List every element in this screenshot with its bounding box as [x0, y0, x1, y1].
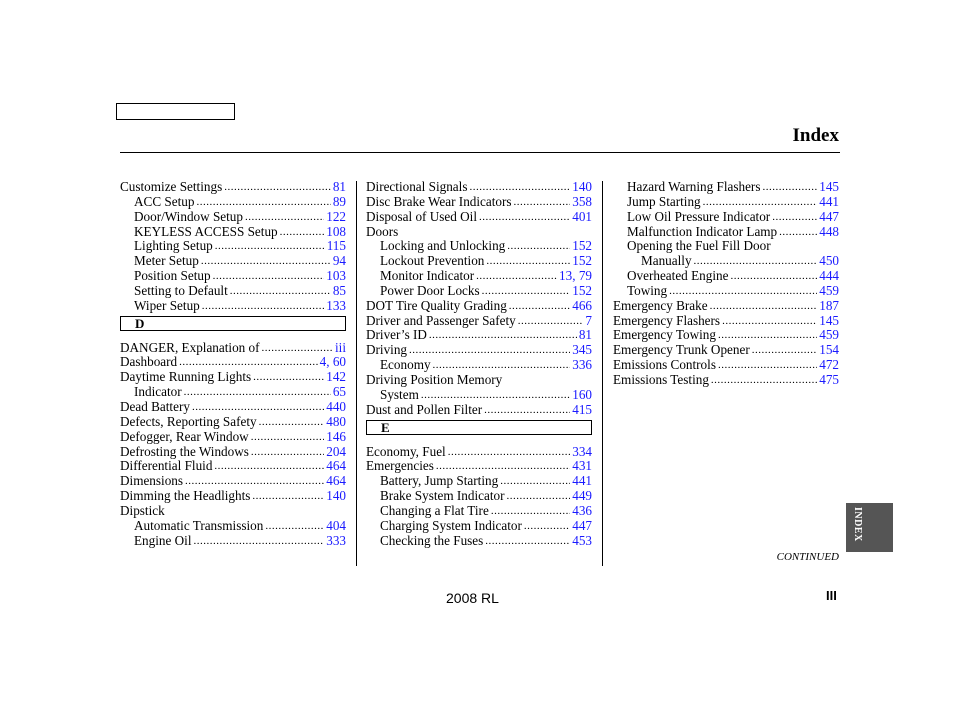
index-entry[interactable] — [366, 314, 592, 329]
page-reference-link[interactable]: 103 — [326, 268, 346, 284]
page-reference-link[interactable]: 108 — [326, 223, 346, 239]
page-reference-link[interactable]: 466 — [572, 297, 592, 313]
page-reference-link[interactable]: 160 — [572, 386, 592, 402]
entry-label: Lockout Prevention — [380, 253, 485, 269]
leader-dots — [518, 314, 584, 329]
leader-dots — [710, 299, 818, 314]
leader-dots — [476, 269, 557, 284]
leader-dots — [711, 373, 817, 388]
leader-dots — [730, 269, 817, 284]
page-reference-link[interactable]: 81 — [578, 327, 592, 343]
page-reference-link[interactable]: 115 — [326, 238, 346, 254]
index-entry[interactable] — [120, 400, 346, 415]
title-rule — [120, 152, 840, 153]
column-divider — [356, 181, 357, 566]
index-entry[interactable] — [366, 459, 592, 474]
index-entry[interactable] — [120, 254, 346, 269]
index-entry[interactable] — [366, 180, 592, 195]
entry-label: Daytime Running Lights — [120, 369, 252, 385]
entry-label: Opening the Fuel Fill Door — [627, 238, 771, 254]
entry-label: Setting to Default — [134, 282, 228, 298]
page-reference-link[interactable]: 154 — [819, 342, 839, 358]
entry-label: Emergency Towing — [613, 327, 716, 343]
entry-label: KEYLESS ACCESS Setup — [134, 223, 278, 239]
page-reference-link[interactable]: 447 — [572, 517, 592, 533]
entry-label: Brake System Indicator — [380, 488, 505, 504]
page-reference-link[interactable]: 459 — [819, 327, 839, 343]
leader-dots — [491, 504, 570, 519]
leader-dots — [479, 210, 570, 225]
entry-label: Emissions Testing — [613, 371, 709, 387]
index-entry[interactable] — [366, 388, 592, 403]
leader-dots — [485, 534, 570, 549]
leader-dots — [694, 254, 818, 269]
page-reference-link[interactable]: 140 — [572, 179, 592, 194]
page-reference-link[interactable]: 345 — [572, 342, 592, 358]
index-entry[interactable] — [120, 445, 346, 460]
leader-dots — [202, 299, 324, 314]
leader-dots — [245, 210, 324, 225]
leader-dots — [429, 328, 577, 343]
index-entry[interactable] — [366, 195, 592, 210]
entry-label: Dimming the Headlights — [120, 488, 251, 504]
page-reference-link[interactable]: 89 — [332, 193, 346, 209]
leader-dots — [230, 284, 331, 299]
index-entry[interactable] — [366, 534, 592, 549]
index-entry — [366, 373, 592, 388]
leader-dots — [448, 445, 570, 460]
entry-label: Automatic Transmission — [134, 517, 264, 533]
leader-dots — [484, 403, 570, 418]
entry-label: Defrosting the Windows — [120, 443, 249, 459]
index-entry[interactable] — [366, 403, 592, 418]
leader-dots — [184, 385, 331, 400]
entry-label: Engine Oil — [134, 532, 192, 548]
page-reference-link[interactable]: iii — [335, 339, 346, 355]
index-entry[interactable] — [366, 474, 592, 489]
entry-label: Emergency Trunk Opener — [613, 342, 750, 358]
leader-dots — [718, 358, 817, 373]
entry-label: Towing — [627, 282, 668, 298]
index-entry[interactable] — [366, 210, 592, 225]
entry-label: Driving Position Memory — [366, 371, 503, 387]
leader-dots — [469, 180, 570, 195]
index-entry[interactable] — [613, 328, 839, 343]
leader-dots — [722, 314, 817, 329]
entry-label: Battery, Jump Starting — [380, 473, 499, 489]
continued-note: CONTINUED — [776, 551, 839, 563]
entry-label: Checking the Fuses — [380, 532, 484, 548]
index-entry[interactable] — [366, 504, 592, 519]
page-reference-link[interactable]: 142 — [326, 369, 346, 385]
index-entry[interactable] — [120, 225, 346, 240]
leader-dots — [253, 370, 324, 385]
index-entry[interactable] — [120, 385, 346, 400]
index-entry[interactable] — [366, 489, 592, 504]
page-reference-link[interactable]: 459 — [819, 282, 839, 298]
index-entry[interactable] — [120, 284, 346, 299]
entry-label: Indicator — [134, 384, 182, 400]
page-reference-link[interactable]: 13, 79 — [559, 268, 592, 284]
page-reference-link[interactable]: 187 — [819, 297, 839, 313]
leader-dots — [718, 328, 817, 343]
entry-label: Power Door Locks — [380, 282, 480, 298]
leader-dots — [762, 180, 817, 195]
leader-dots — [482, 284, 571, 299]
leader-dots — [265, 519, 324, 534]
section-header-e: E — [366, 420, 592, 435]
entry-label: Driver and Passenger Safety — [366, 312, 516, 328]
leader-dots — [433, 358, 571, 373]
leader-dots — [500, 474, 570, 489]
index-column-2 — [366, 180, 592, 548]
page-reference-link[interactable]: 448 — [819, 223, 839, 239]
header-box — [116, 103, 235, 120]
page-reference-link[interactable]: 152 — [572, 282, 592, 298]
index-entry[interactable] — [613, 180, 839, 195]
page-reference-link[interactable]: 404 — [326, 517, 346, 533]
index-entry[interactable] — [120, 415, 346, 430]
entry-label: Customize Settings — [120, 179, 223, 194]
entry-label: Changing a Flat Tire — [380, 502, 489, 518]
leader-dots — [259, 415, 325, 430]
page-reference-link[interactable]: 81 — [332, 179, 346, 194]
entry-label: Driver’s ID — [366, 327, 427, 343]
page-reference-link[interactable]: 472 — [819, 357, 839, 373]
page-reference-link[interactable]: 480 — [326, 413, 346, 429]
index-entry[interactable] — [120, 210, 346, 225]
leader-dots — [421, 388, 570, 403]
page-reference-link[interactable]: 436 — [572, 502, 592, 518]
index-entry[interactable] — [613, 299, 839, 314]
page-reference-link[interactable]: 7 — [585, 312, 592, 328]
page-reference-link[interactable]: 204 — [326, 443, 346, 459]
index-entry[interactable] — [120, 299, 346, 314]
entry-label: Locking and Unlocking — [380, 238, 506, 254]
leader-dots — [262, 341, 333, 356]
leader-dots — [215, 239, 325, 254]
page-reference-link[interactable]: 449 — [572, 488, 592, 504]
page-number: III — [826, 588, 837, 603]
page-reference-link[interactable]: 444 — [819, 268, 839, 284]
index-entry[interactable] — [120, 355, 346, 370]
page-reference-link[interactable]: 334 — [572, 443, 592, 459]
index-entry[interactable] — [613, 373, 839, 388]
entry-label: System — [380, 386, 419, 402]
page-reference-link[interactable]: 146 — [326, 428, 346, 444]
index-entry[interactable] — [120, 239, 346, 254]
entry-label: Meter Setup — [134, 253, 199, 269]
entry-label: Directional Signals — [366, 179, 468, 194]
entry-label: Defects, Reporting Safety — [120, 413, 257, 429]
entry-label: Emergencies — [366, 458, 434, 474]
page-reference-link[interactable]: 475 — [819, 371, 839, 387]
page-reference-link[interactable]: 440 — [326, 398, 346, 414]
leader-dots — [669, 284, 817, 299]
index-entry[interactable] — [120, 534, 346, 549]
page-reference-link[interactable]: 145 — [819, 312, 839, 328]
entry-label: DOT Tire Quality Grading — [366, 297, 507, 313]
leader-dots — [201, 254, 331, 269]
index-column-3 — [613, 180, 839, 388]
page-reference-link[interactable]: 401 — [572, 208, 592, 224]
leader-dots — [192, 400, 324, 415]
page-reference-link[interactable]: 94 — [332, 253, 346, 269]
page-reference-link[interactable]: 85 — [332, 282, 346, 298]
index-entry[interactable] — [120, 195, 346, 210]
entry-label: Manually — [641, 253, 692, 269]
page-reference-link[interactable]: 450 — [819, 253, 839, 269]
entry-label: Defogger, Rear Window — [120, 428, 249, 444]
entry-label: Wiper Setup — [134, 297, 200, 313]
entry-label: Economy — [380, 357, 431, 373]
index-entry[interactable] — [120, 180, 346, 195]
page-reference-link[interactable]: 145 — [819, 179, 839, 194]
index-entry[interactable] — [120, 341, 346, 356]
leader-dots — [214, 459, 324, 474]
entry-label: Charging System Indicator — [380, 517, 522, 533]
page-reference-link[interactable]: 441 — [572, 473, 592, 489]
side-tab-label: INDEX — [852, 507, 863, 542]
page-reference-link[interactable]: 333 — [326, 532, 346, 548]
index-entry[interactable] — [366, 445, 592, 460]
entry-label: Malfunction Indicator Lamp — [627, 223, 778, 239]
entry-label: Position Setup — [134, 268, 211, 284]
leader-dots — [194, 534, 325, 549]
index-entry[interactable] — [366, 343, 592, 358]
page-reference-link[interactable]: 65 — [332, 384, 346, 400]
entry-label: Dashboard — [120, 354, 178, 370]
index-entry[interactable] — [120, 430, 346, 445]
leader-dots — [224, 180, 331, 195]
page-reference-link[interactable]: 453 — [572, 532, 592, 548]
leader-dots — [179, 355, 317, 370]
leader-dots — [772, 210, 817, 225]
leader-dots — [779, 225, 817, 240]
leader-dots — [509, 299, 570, 314]
index-entry[interactable] — [366, 269, 592, 284]
index-entry[interactable] — [366, 519, 592, 534]
index-entry[interactable] — [120, 519, 346, 534]
entry-label: Emergency Flashers — [613, 312, 721, 328]
index-entry[interactable] — [366, 284, 592, 299]
index-entry[interactable] — [120, 370, 346, 385]
page-reference-link[interactable]: 133 — [326, 297, 346, 313]
page-reference-link[interactable]: 152 — [572, 253, 592, 269]
section-header-d: D — [120, 316, 346, 331]
entry-label: Lighting Setup — [134, 238, 213, 254]
leader-dots — [507, 489, 571, 504]
leader-dots — [524, 519, 570, 534]
index-entry[interactable] — [613, 284, 839, 299]
index-entry[interactable] — [613, 195, 839, 210]
footer-model: 2008 RL — [446, 590, 499, 606]
entry-label: Economy, Fuel — [366, 443, 446, 459]
leader-dots — [196, 195, 330, 210]
leader-dots — [213, 269, 325, 284]
index-entry[interactable] — [613, 269, 839, 284]
entry-label: Disc Brake Wear Indicators — [366, 193, 512, 209]
leader-dots — [251, 445, 324, 460]
leader-dots — [436, 459, 570, 474]
index-entry[interactable] — [366, 358, 592, 373]
index-entry[interactable] — [120, 459, 346, 474]
leader-dots — [752, 343, 817, 358]
entry-label: Emergency Brake — [613, 297, 708, 313]
page-reference-link[interactable]: 447 — [819, 208, 839, 224]
index-column-1 — [120, 180, 346, 548]
index-entry[interactable] — [366, 299, 592, 314]
entry-label: Monitor Indicator — [380, 268, 475, 284]
entry-label: Dipstick — [120, 502, 165, 518]
index-entry[interactable] — [613, 225, 839, 240]
entry-label: Doors — [366, 223, 399, 239]
page-reference-link[interactable]: 122 — [326, 208, 346, 224]
entry-label: Hazard Warning Flashers — [627, 179, 761, 194]
index-entry — [613, 239, 839, 254]
leader-dots — [514, 195, 571, 210]
entry-label: Dead Battery — [120, 398, 190, 414]
index-side-tab[interactable] — [846, 503, 893, 552]
leader-dots — [507, 239, 570, 254]
entry-label: Driving — [366, 342, 408, 358]
column-divider — [602, 181, 603, 566]
index-entry[interactable] — [366, 328, 592, 343]
entry-label: DANGER, Explanation of — [120, 339, 260, 355]
index-entry[interactable] — [613, 254, 839, 269]
index-entry[interactable] — [366, 254, 592, 269]
page-reference-link[interactable]: 358 — [572, 193, 592, 209]
entry-label: Emissions Controls — [613, 357, 716, 373]
entry-label: Differential Fluid — [120, 458, 213, 474]
leader-dots — [251, 430, 325, 445]
index-entry[interactable] — [613, 358, 839, 373]
page-reference-link[interactable]: 4, 60 — [319, 354, 346, 370]
entry-label: Dust and Pollen Filter — [366, 401, 483, 417]
page-reference-link[interactable]: 464 — [326, 458, 346, 474]
page-reference-link[interactable]: 441 — [819, 193, 839, 209]
leader-dots — [280, 225, 325, 240]
index-entry[interactable] — [120, 269, 346, 284]
index-entry[interactable] — [120, 474, 346, 489]
entry-label: Overheated Engine — [627, 268, 729, 284]
leader-dots — [486, 254, 570, 269]
entry-label: Dimensions — [120, 473, 184, 489]
entry-label: Jump Starting — [627, 193, 701, 209]
index-entry[interactable] — [613, 343, 839, 358]
entry-label: ACC Setup — [134, 193, 195, 209]
leader-dots — [409, 343, 570, 358]
index-entry — [120, 504, 346, 519]
page-reference-link[interactable]: 464 — [326, 473, 346, 489]
index-entry[interactable] — [613, 210, 839, 225]
entry-label: Low Oil Pressure Indicator — [627, 208, 771, 224]
page-title: Index — [792, 125, 839, 146]
index-entry[interactable] — [613, 314, 839, 329]
page-reference-link[interactable]: 152 — [572, 238, 592, 254]
entry-label: Disposal of Used Oil — [366, 208, 477, 224]
index-entry[interactable] — [120, 489, 346, 504]
leader-dots — [252, 489, 324, 504]
entry-label: Door/Window Setup — [134, 208, 243, 224]
page-reference-link[interactable]: 336 — [572, 357, 592, 373]
page-reference-link[interactable]: 415 — [572, 401, 592, 417]
page-reference-link[interactable]: 431 — [572, 458, 592, 474]
leader-dots — [185, 474, 324, 489]
page-reference-link[interactable]: 140 — [326, 488, 346, 504]
leader-dots — [703, 195, 818, 210]
index-entry — [366, 225, 592, 240]
index-entry[interactable] — [366, 239, 592, 254]
